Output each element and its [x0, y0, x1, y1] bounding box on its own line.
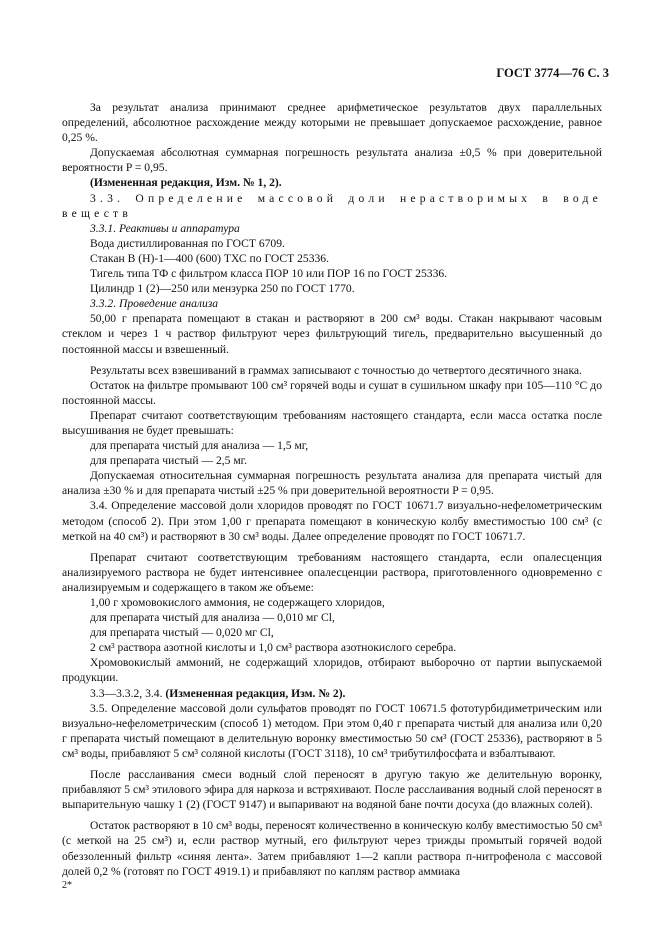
amendment-note: (Измененная редакция, Изм. № 1, 2).: [90, 176, 282, 190]
amendment-clauses: 3.3—3.3.2, 3.4.: [90, 686, 166, 700]
paragraph: За результат анализа принимают среднее арифметическое результатов двух параллельных определений, абсолютное расхождение между которыми не превышает допускаемое расхождение, равное 0,25 %.: [62, 101, 602, 145]
list-item: для препарата чистый — 0,020 мг Cl,: [90, 626, 274, 640]
list-item: 1,00 г хромовокислого аммония, не содержащего хлоридов,: [90, 596, 385, 609]
reagent-item: Стакан В (Н)-1—400 (600) ТХС по ГОСТ 25336.: [90, 251, 329, 265]
paragraph: Препарат считают соответствующим требованиям настоящего стандарта, если опалесценция анализируемого раствора не будет интенсивнее опалесценции раствора, приготовленного одновременно с анализируемым и содержащего в таком же объеме:: [62, 550, 602, 594]
paragraph: Остаток растворяют в 10 см³ воды, переносят количественно в коническую колбу вместимостью 50 см³ (с меткой на 25 см³) и, если раствор мутный, его фильтруют через трижды промытый горячей водой обеззоленный фильтр «синяя лента». Затем прибавляют 1—2 капли раствора п-нитрофенола с массовой долей 0,2 % (готовят по ГОСТ 4919.1) и прибавляют по каплям раствор аммиака: [62, 819, 602, 878]
paragraph: После расслаивания смеси водный слой переносят в другую такую же делительную воронку, прибавляют 5 см³ этилового эфира для наркоза и встряхивают. После расслаивания водный слой переносят в выпарительную чашку 1 (2) (ГОСТ 9147) и выпаривают на водяной бане почти досуха (до влажных солей).: [62, 768, 602, 812]
reagent-item: Цилиндр 1 (2)—250 или мензурка 250 по ГОСТ 1770.: [90, 282, 355, 296]
paragraph: Результаты всех взвешиваний в граммах записывают с точностью до четвертого десятичного знака.: [90, 363, 582, 377]
paragraph: Препарат считают соответствующим требованиям настоящего стандарта, если масса остатка после высушивания не будет превышать:: [62, 408, 602, 437]
paragraph: Остаток на фильтре промывают 100 см³ горячей воды и сушат в сушильном шкафу при 105—110 °С до постоянной массы.: [62, 378, 602, 407]
paragraph: Хромовокислый аммоний, не содержащий хлоридов, отбирают выборочно от партии выпускаемой продукции.: [62, 656, 602, 685]
page-header: ГОСТ 3774—76 С. 3: [496, 66, 609, 80]
document-body: [62, 100, 602, 879]
limit-item: для препарата чистый — 2,5 мг.: [90, 454, 248, 468]
section-heading-3-3: 3.3. Определение массовой доли нерастворимых в воде веществ: [62, 191, 602, 220]
paragraph: 50,00 г препарата помещают в стакан и растворяют в 200 см³ воды. Стакан накрывают часовым стеклом и через 1 ч раствор фильтруют через фильтрующий тигель, предварительно высушенный до постоянной массы и взвешенный.: [62, 312, 602, 356]
amendment-label: (Измененная редакция, Изм. № 2).: [165, 686, 346, 700]
paragraph: Допускаемая абсолютная суммарная погрешность результата анализа ±0,5 % при доверительной вероятности P = 0,95.: [62, 146, 602, 175]
list-item: для препарата чистый для анализа — 0,010 мг Cl,: [90, 611, 335, 625]
subsection-heading-3-3-1: 3.3.1. Реактивы и аппаратура: [90, 221, 240, 235]
section-3-5: 3.5. Определение массовой доли сульфатов проводят по ГОСТ 10671.5 фототурбидиметрическим или визуально-нефелометрическим (способ 1) методом. При этом 0,40 г препарата чистый для анализа или 0,20 г препарата чистый помещают в делительную воронку вместимостью 50 см³ (ГОСТ 25336), растворяют в 5 см³ воды, прибавляют 5 см³ соляной кислоты (ГОСТ 3118), 10 см³ трибутилфосфата и взбалтывают.: [62, 701, 602, 760]
page-footer-mark: 2*: [62, 880, 72, 891]
reagent-item: Тигель типа ТФ с фильтром класса ПОР 10 или ПОР 16 по ГОСТ 25336.: [90, 267, 448, 281]
section-3-4: 3.4. Определение массовой доли хлоридов проводят по ГОСТ 10671.7 визуально-нефелометрическим методом (способ 2). При этом 1,00 г препарата помещают в коническую колбу вместимостью 100 см³ (с меткой на 40 см³) и растворяют в 30 см³ воды. Далее определение проводят по ГОСТ 10671.7.: [62, 499, 602, 543]
reagent-item: Вода дистиллированная по ГОСТ 6709.: [90, 236, 285, 250]
paragraph: Допускаемая относительная суммарная погрешность результата анализа для препарата чистый для анализа ±30 % и для препарата чистый ±25 % при доверительной вероятности P = 0,95.: [62, 469, 602, 498]
list-item: 2 см³ раствора азотной кислоты и 1,0 см³ раствора азотнокислого серебра.: [90, 641, 457, 655]
limit-item: для препарата чистый для анализа — 1,5 мг,: [90, 439, 309, 453]
subsection-heading-3-3-2: 3.3.2. Проведение анализа: [90, 297, 219, 311]
amendment-note-2: [62, 686, 602, 701]
